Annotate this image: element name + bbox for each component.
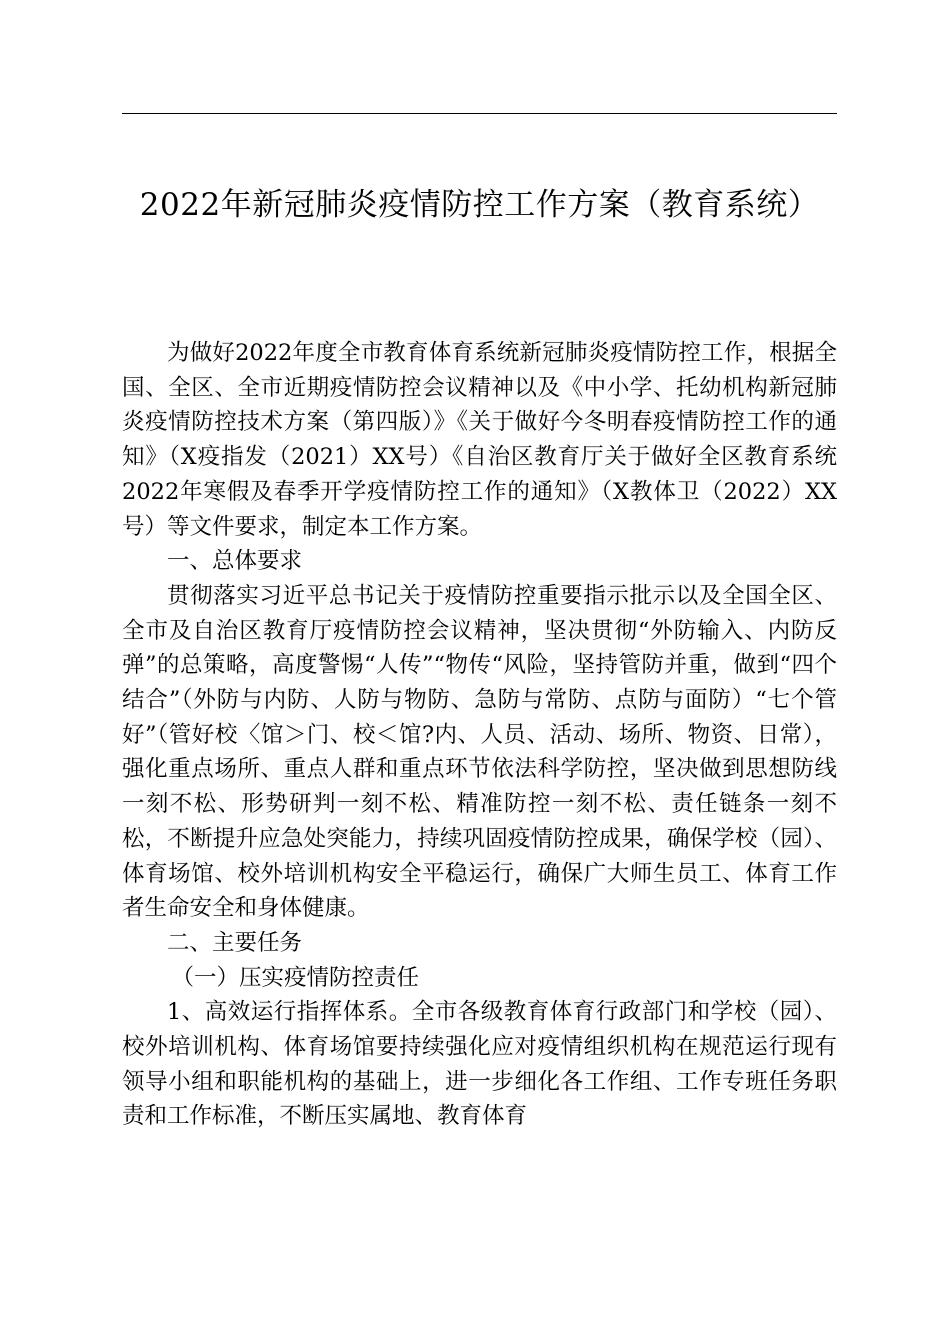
section-heading-overall-requirements: 一、总体要求	[167, 548, 303, 575]
task-item-1-paragraph: 1、高效运行指挥体系。全市各级教育体育行政部门和学校（园）、校外培训机构、体育场馆要持续强化应对疫情组织机构在规范运行现有领导小组和职能机构的基础上，进一步细化各工作组、工作专班任务职责和工作标准，不断压实属地、教育体育	[122, 999, 837, 1130]
document-title: 2022年新冠肺炎疫情防控工作方案（教育系统）	[139, 187, 820, 223]
subsection-heading-responsibility: （一）压实疫情防控责任	[171, 964, 420, 991]
intro-paragraph: 为做好2022年度全市教育体育系统新冠肺炎疫情防控工作，根据全国、全区、全市近期疫情防控会议精神以及《中小学、托幼机构新冠肺炎疫情防控技术方案（第四版）》《关于做好今冬明春疫情防控工作的通知》（X疫指发（2021）XX号）《自治区教育厅关于做好全区教育系统2022年寒假及春季开学疫情防控工作的通知》（X教体卫（2022）XX号）等文件要求，制定本工作方案。	[122, 340, 837, 540]
section-heading-main-tasks: 二、主要任务	[167, 929, 303, 956]
document-body	[122, 336, 837, 1134]
overall-requirements-paragraph: 贯彻落实习近平总书记关于疫情防控重要指示批示以及全国全区、全市及自治区教育厅疫情防控会议精神，坚决贯彻“外防输入、内防反弹”的总策略，高度警惕“人传”“物传“风险，坚持管防并重，做到“四个结合”（外防与内防、人防与物防、急防与常防、点防与面防）“七个管好”（管好校〈馆＞门、校＜馆?内、人员、活动、场所、物资、日常），强化重点场所、重点人群和重点环节依法科学防控，坚决做到思想防线一刻不松、形势研判一刻不松、精准防控一刻不松、责任链条一刻不松，不断提升应急处突能力，持续巩固疫情防控成果，确保学校（园）、体育场馆、校外培训机构安全平稳运行，确保广大师生员工、体育工作者生命安全和身体健康。	[122, 582, 837, 922]
header-rule	[122, 113, 837, 114]
